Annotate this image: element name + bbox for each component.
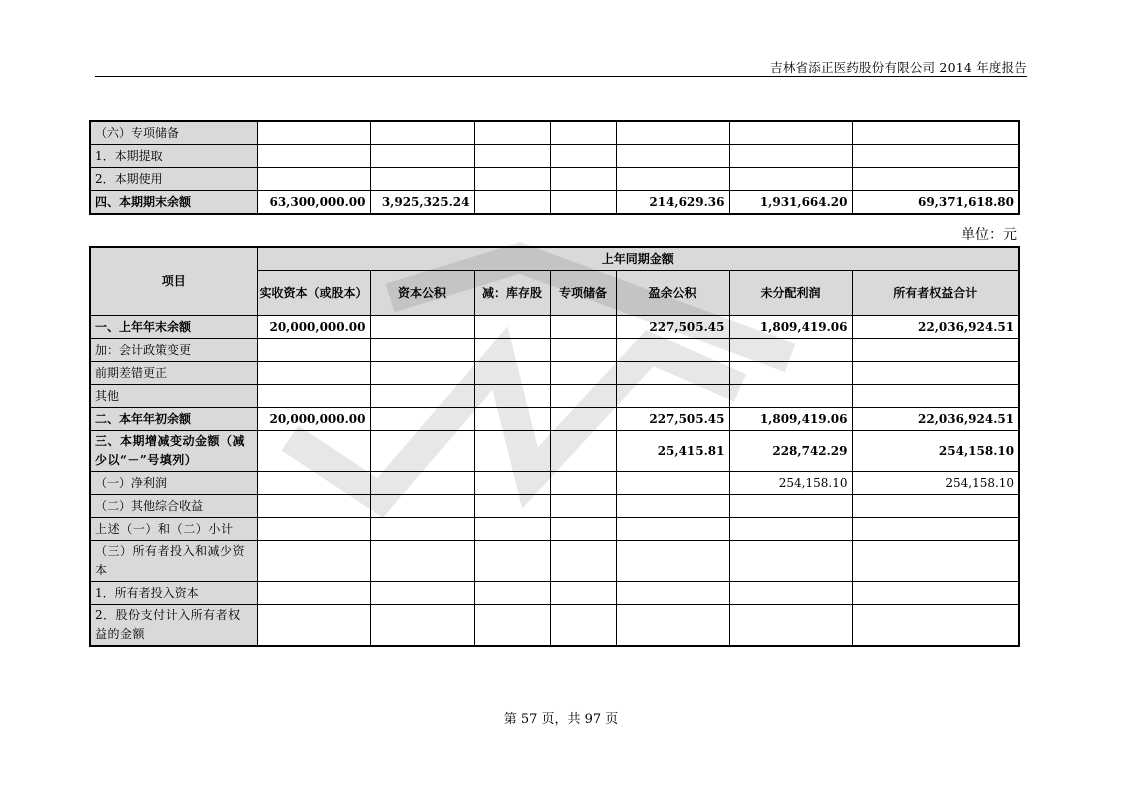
table-cell [370,168,474,191]
table-cell [616,605,729,647]
table-cell [729,362,852,385]
column-header: 资本公积 [370,271,474,316]
table-row [90,362,1019,385]
table-cell [257,362,370,385]
table-cell: 1,931,664.20 [729,191,852,215]
column-header: 所有者权益合计 [852,271,1019,316]
table-cell [257,431,370,472]
table-cell [550,121,616,145]
table-cell: 254,158.10 [852,472,1019,495]
table-row [90,121,1019,145]
row-label: 一、上年年末余额 [90,316,257,339]
table-cell [550,316,616,339]
table-cell: 254,158.10 [729,472,852,495]
table-cell [852,495,1019,518]
table-row [90,518,1019,541]
table-cell [370,316,474,339]
table-cell [370,145,474,168]
table-cell [550,145,616,168]
table-cell [474,191,550,215]
table-cell [550,191,616,215]
table-cell [370,541,474,582]
table-cell [852,362,1019,385]
table-cell [474,495,550,518]
table-cell [550,408,616,431]
table-cell [729,518,852,541]
table-cell [550,339,616,362]
table-cell [550,431,616,472]
table-cell [852,168,1019,191]
table-cell [852,518,1019,541]
table-cell [257,605,370,647]
row-label: 2．本期使用 [90,168,257,191]
table-cell [550,541,616,582]
table-cell [852,582,1019,605]
table-cell [616,582,729,605]
table-cell [550,495,616,518]
row-label: 三、本期增减变动金额（减少以“－”号填列） [90,431,257,472]
table-cell [474,472,550,495]
table-cell [370,339,474,362]
page-number: 第 57 页，共 97 页 [503,712,619,727]
table-cell [550,472,616,495]
table-cell [852,541,1019,582]
header-rule [95,76,1027,77]
table-row-total [90,191,1019,215]
table-cell [257,339,370,362]
table-cell [729,145,852,168]
table-cell [257,582,370,605]
table-row [90,431,1019,472]
table-cell [474,145,550,168]
table-cell [370,518,474,541]
table-cell [616,145,729,168]
table-cell: 63,300,000.00 [257,191,370,215]
table-cell: 1,809,419.06 [729,408,852,431]
table-cell: 214,629.36 [616,191,729,215]
table-cell [474,168,550,191]
table-cell [370,495,474,518]
table-cell [370,121,474,145]
table-cell: 20,000,000.00 [257,408,370,431]
table-cell [616,362,729,385]
table-cell: 69,371,618.80 [852,191,1019,215]
table-cell [474,541,550,582]
table-cell [550,168,616,191]
table-cell [474,339,550,362]
table-cell [257,121,370,145]
table-cell [852,385,1019,408]
row-label: 1．所有者投入资本 [90,582,257,605]
table-cell [257,145,370,168]
column-header: 未分配利润 [729,271,852,316]
row-label: （一）净利润 [90,472,257,495]
table-cell [550,362,616,385]
table-cell: 22,036,924.51 [852,316,1019,339]
table-row [90,495,1019,518]
table-row [90,605,1019,647]
table-row [90,541,1019,582]
table-row [90,408,1019,431]
table-cell [729,541,852,582]
table-cell [616,518,729,541]
column-header: 实收资本（或股本） [257,271,370,316]
table-cell [729,605,852,647]
table-row [90,339,1019,362]
table-cell [852,145,1019,168]
table-row [90,168,1019,191]
table-cell [616,385,729,408]
equity-table-continued [89,120,1020,215]
table-cell [257,168,370,191]
table-cell [550,385,616,408]
table-cell [616,541,729,582]
table-cell [729,168,852,191]
table-cell [370,582,474,605]
table-row [90,582,1019,605]
row-label: 四、本期期末余额 [90,191,257,215]
row-label: 加：会计政策变更 [90,339,257,362]
row-label: 其他 [90,385,257,408]
table-cell: 3,925,325.24 [370,191,474,215]
row-label: （六）专项储备 [90,121,257,145]
table-cell [852,339,1019,362]
table-cell [257,472,370,495]
table-cell [474,431,550,472]
table-cell [550,582,616,605]
column-header-item: 项目 [90,247,257,316]
table-cell [474,362,550,385]
table-cell [370,385,474,408]
table-cell [370,472,474,495]
table-cell [257,385,370,408]
table-cell [729,339,852,362]
table-cell: 20,000,000.00 [257,316,370,339]
equity-table-prior-year [89,246,1020,647]
table-header-row [90,247,1019,271]
row-label: 上述（一）和（二）小计 [90,518,257,541]
column-header: 减：库存股 [474,271,550,316]
table-cell: 22,036,924.51 [852,408,1019,431]
table-cell [370,408,474,431]
table-cell [550,518,616,541]
column-header: 专项储备 [550,271,616,316]
table-row [90,385,1019,408]
table-cell: 228,742.29 [729,431,852,472]
table-cell [550,605,616,647]
table-cell [474,316,550,339]
table-cell [370,362,474,385]
column-header: 盈余公积 [616,271,729,316]
table-row [90,472,1019,495]
unit-label: 单位：元 [961,227,1017,243]
row-label: 2．股份支付计入所有者权益的金额 [90,605,257,647]
report-header-title: 吉林省添正医药股份有限公司 2014 年度报告 [770,60,1027,75]
group-header: 上年同期金额 [257,247,1019,271]
table-cell [616,472,729,495]
table-cell [852,121,1019,145]
table-cell [474,385,550,408]
table-cell [257,518,370,541]
table-row [90,145,1019,168]
table-cell: 254,158.10 [852,431,1019,472]
table-row [90,316,1019,339]
table-cell [370,431,474,472]
table-cell [729,495,852,518]
table-cell [257,541,370,582]
table-cell: 25,415.81 [616,431,729,472]
table-cell [729,385,852,408]
table-cell: 227,505.45 [616,316,729,339]
table-cell: 1,809,419.06 [729,316,852,339]
table-cell [729,121,852,145]
row-label: 二、本年年初余额 [90,408,257,431]
table-cell [616,339,729,362]
table-cell [729,582,852,605]
table-cell [474,582,550,605]
table-cell [474,518,550,541]
row-label: （二）其他综合收益 [90,495,257,518]
table-cell [616,495,729,518]
row-label: （三）所有者投入和减少资本 [90,541,257,582]
table-cell [474,408,550,431]
table-cell [370,605,474,647]
table-cell [616,121,729,145]
row-label: 前期差错更正 [90,362,257,385]
table-cell [474,121,550,145]
table-cell [852,605,1019,647]
row-label: 1．本期提取 [90,145,257,168]
table-cell [257,495,370,518]
table-cell [616,168,729,191]
table-cell [474,605,550,647]
table-cell: 227,505.45 [616,408,729,431]
